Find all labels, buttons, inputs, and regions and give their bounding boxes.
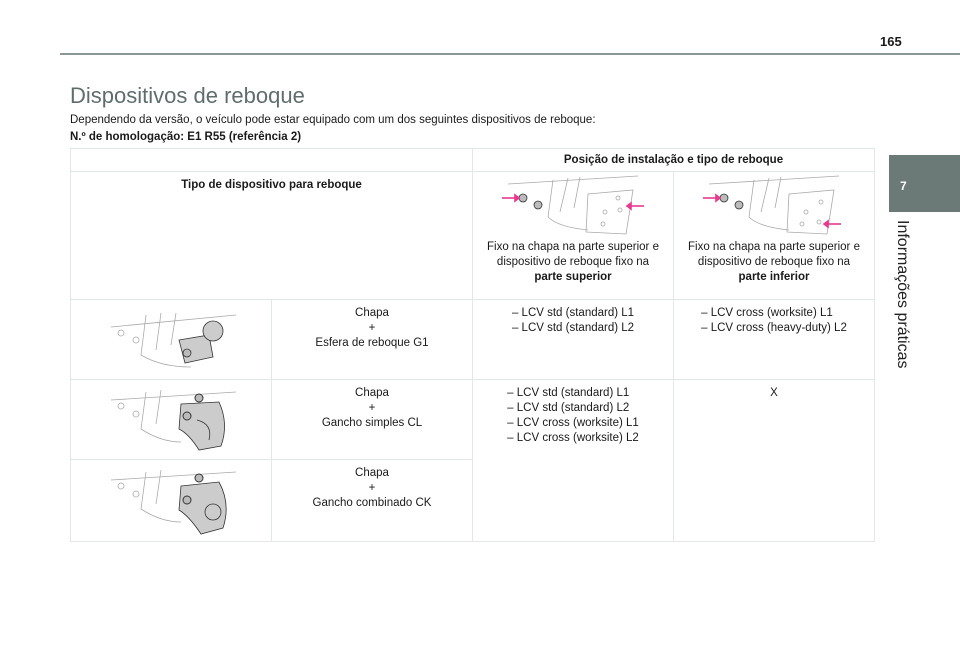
device-description: Chapa + Esfera de reboque G1 — [272, 300, 473, 380]
compat-lower: – LCV cross (worksite) L1 – LCV cross (heavy-duty) L2 — [674, 300, 875, 380]
combined-hook-illustration-cell — [71, 460, 272, 542]
tow-ball-illustration-cell — [71, 300, 272, 380]
device-description: Chapa + Gancho combinado CK — [272, 460, 473, 542]
position-header: Posição de instalação e tipo de reboque — [473, 149, 875, 172]
empty-header-cell — [71, 149, 473, 172]
device-type-header: Tipo de dispositivo para reboque — [71, 172, 473, 300]
page-title: Dispositivos de reboque — [70, 83, 305, 108]
chapter-tab[interactable] — [889, 155, 960, 212]
compat-upper: – LCV std (standard) L1 – LCV std (standard) L2 – LCV cross (worksite) L1 – LCV cross (worksite) L2 — [473, 380, 674, 542]
position-lower-text: Fixo na chapa na parte superior e dispositivo de reboque fixo na parte inferior — [688, 241, 860, 283]
towing-devices-table — [70, 148, 875, 542]
table-row — [71, 380, 875, 460]
device-description: Chapa + Gancho simples CL — [272, 380, 473, 460]
bracket-upper-illustration — [498, 172, 648, 240]
position-upper-text: Fixo na chapa na parte superior e dispositivo de reboque fixo na parte superior — [487, 241, 659, 283]
compat-lower: X — [674, 380, 875, 542]
tow-ball-illustration — [101, 305, 241, 375]
position-lower-cell — [674, 172, 875, 300]
page-number: 165 — [880, 34, 902, 49]
compat-upper: – LCV std (standard) L1 – LCV std (standard) L2 — [473, 300, 674, 380]
simple-hook-illustration — [101, 384, 241, 456]
homologation-text: N.º de homologação: E1 R55 (referência 2) — [70, 131, 302, 143]
table-row — [71, 300, 875, 380]
intro-text: Dependendo da versão, o veículo pode estar equipado com um dos seguintes dispositivos de reboque: — [70, 114, 596, 126]
chapter-label: Informações práticas — [894, 220, 911, 369]
combined-hook-illustration — [101, 464, 241, 538]
bracket-lower-illustration — [699, 172, 849, 240]
chapter-number: 7 — [900, 179, 907, 193]
simple-hook-illustration-cell — [71, 380, 272, 460]
position-upper-cell — [473, 172, 674, 300]
header-rule — [60, 53, 960, 55]
